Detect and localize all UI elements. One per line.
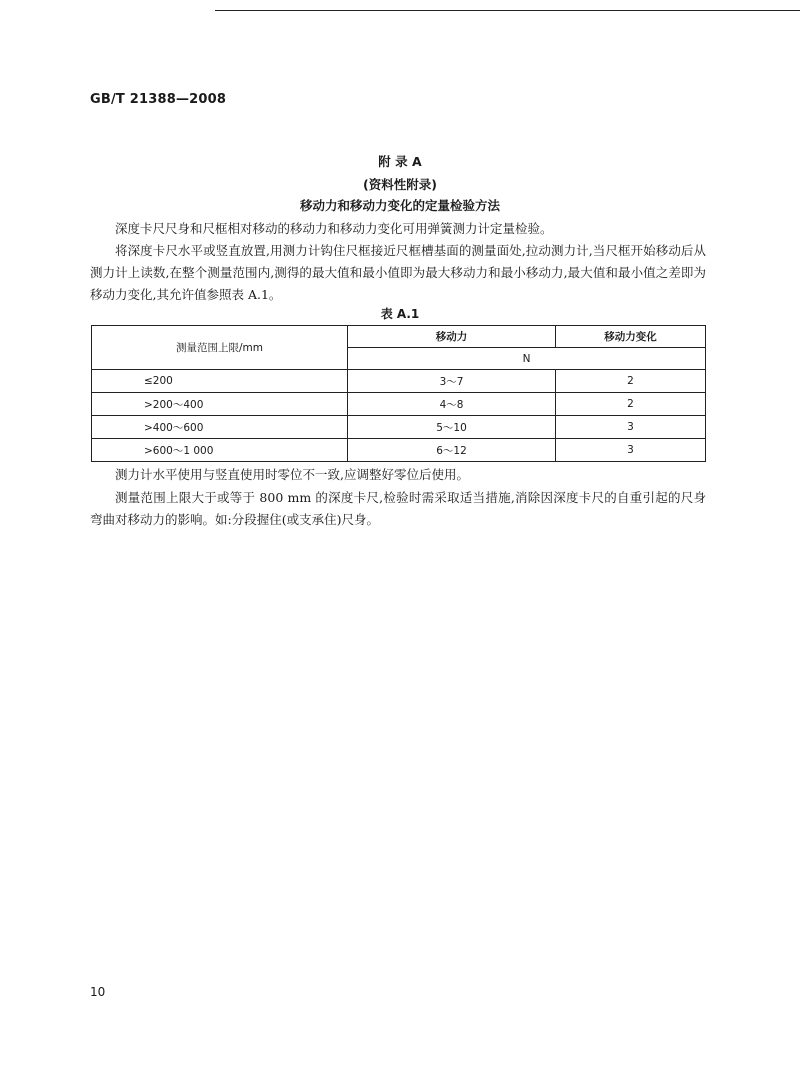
appendix-title: 附 录 A — [378, 154, 422, 169]
table-row — [92, 393, 706, 416]
table-row — [92, 370, 706, 393]
table-header-row — [92, 326, 706, 348]
force-cell: 3～7 — [348, 370, 556, 393]
change-cell: 3 — [556, 416, 706, 439]
header-measuring-range: 测量范围上限/mm — [92, 326, 348, 370]
table-row — [92, 416, 706, 439]
page-number: 10 — [90, 985, 106, 999]
header-moving-force: 移动力 — [348, 326, 556, 348]
header-force-variation: 移动力变化 — [556, 326, 706, 348]
paragraph-2: 将深度卡尺水平或竖直放置,用测力计钩住尺框接近尺框槽基面的测量面处,拉动测力计,当尺框开始移动后从测力计上读数,在整个测量范围内,测得的最大值和最小值即为最大移动力和最小移动力,最大值和最小值之差即为移动力变化,其允许值参照表 A.1。 — [90, 243, 706, 302]
range-cell: >400～600 — [92, 416, 348, 439]
paragraph-4: 测量范围上限大于或等于 800 mm 的深度卡尺,检验时需采取适当措施,消除因深度卡尺的自重引起的尺身弯曲对移动力的影响。如:分段握住(或支承住)尺身。 — [90, 490, 706, 527]
top-rule — [215, 10, 800, 11]
change-cell: 2 — [556, 370, 706, 393]
paragraph-3: 测力计水平使用与竖直使用时零位不一致,应调整好零位后使用。 — [115, 467, 469, 482]
range-cell: >200～400 — [92, 393, 348, 416]
force-cell: 6～12 — [348, 439, 556, 462]
appendix-subtitle: (资料性附录) — [363, 177, 437, 192]
force-table — [91, 325, 706, 462]
force-cell: 5～10 — [348, 416, 556, 439]
table-caption: 表 A.1 — [380, 307, 420, 321]
range-cell: >600～1 000 — [92, 439, 348, 462]
change-cell: 2 — [556, 393, 706, 416]
standard-code: GB/T 21388—2008 — [90, 92, 227, 107]
appendix-heading: 移动力和移动力变化的定量检验方法 — [299, 198, 500, 213]
force-cell: 4～8 — [348, 393, 556, 416]
table-row — [92, 439, 706, 462]
paragraph-1: 深度卡尺尺身和尺框相对移动的移动力和移动力变化可用弹簧测力计定量检验。 — [115, 221, 553, 236]
unit-cell: N — [348, 348, 706, 370]
range-cell: ≤200 — [92, 370, 348, 393]
change-cell: 3 — [556, 439, 706, 462]
